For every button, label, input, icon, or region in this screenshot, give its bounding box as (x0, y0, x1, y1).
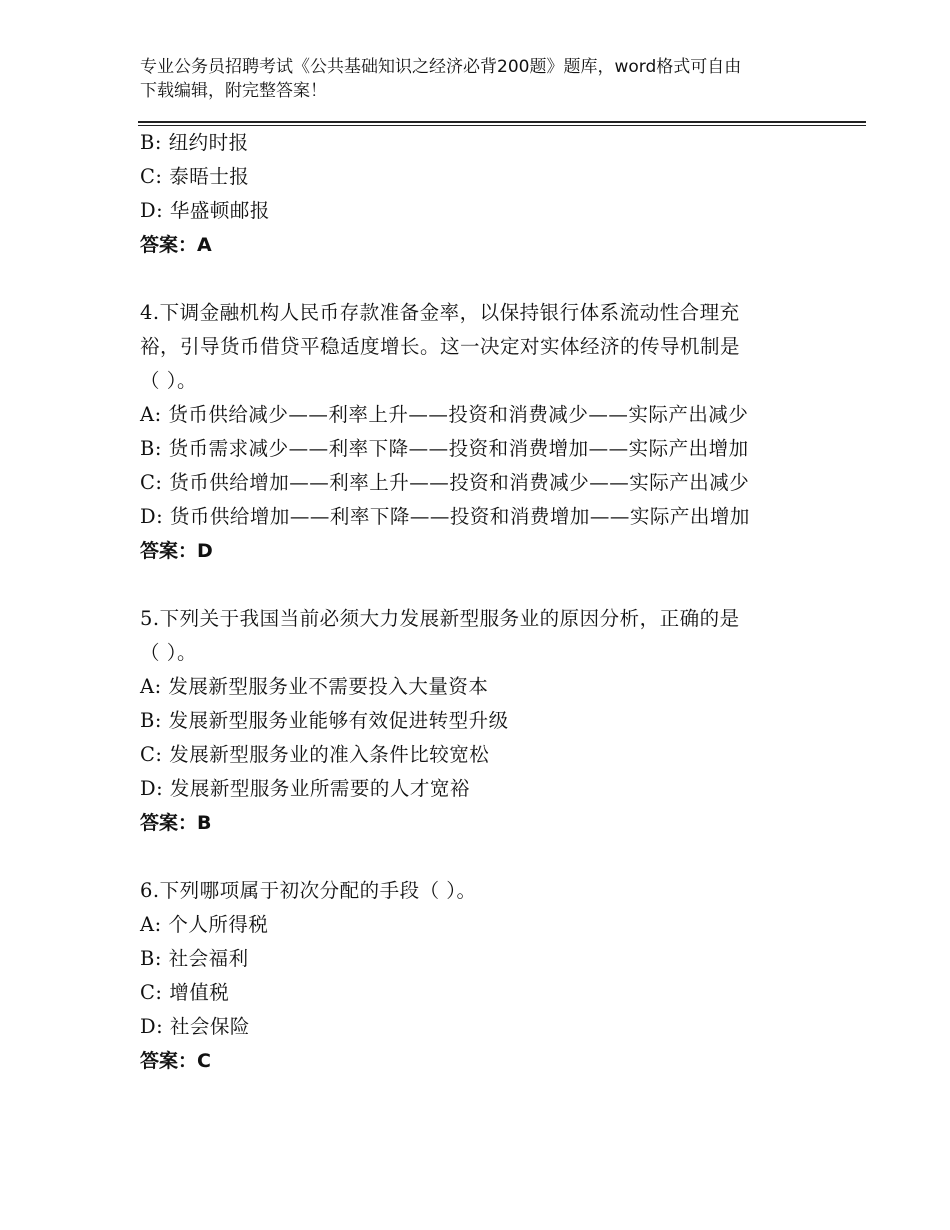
question-stem-line: 裕，引导货币借贷平稳适度增长。这一决定对实体经济的传导机制是 (140, 335, 741, 358)
header-line-2: 下载编辑，附完整答案！ (140, 81, 327, 101)
spacer (140, 262, 820, 296)
question-stem-line: 4.下调金融机构人民币存款准备金率，以保持银行体系流动性合理充 (140, 301, 740, 324)
question-3-tail (140, 126, 820, 262)
question-6 (140, 874, 820, 1078)
option-c: C: 发展新型服务业的准入条件比较宽松 (140, 743, 490, 766)
answer-label: 答案：A (140, 234, 212, 256)
option-a: A: 个人所得税 (140, 913, 269, 936)
option-d: D: 华盛顿邮报 (140, 199, 270, 222)
option-b: B: 货币需求减少——利率下降——投资和消费增加——实际产出增加 (140, 437, 749, 460)
answer-label: 答案：B (140, 812, 212, 834)
option-c: C: 货币供给增加——利率上升——投资和消费减少——实际产出减少 (140, 471, 750, 494)
answer-label: 答案：C (140, 1050, 211, 1072)
header-rule-thick (138, 121, 866, 123)
option-d: D: 社会保险 (140, 1015, 250, 1038)
answer-label: 答案：D (140, 540, 213, 562)
spacer (140, 568, 820, 602)
question-4 (140, 296, 820, 568)
question-stem-line: 5.下列关于我国当前必须大力发展新型服务业的原因分析，正确的是 (140, 607, 740, 630)
option-a: A: 货币供给减少——利率上升——投资和消费减少——实际产出减少 (140, 403, 749, 426)
question-stem-line: 6.下列哪项属于初次分配的手段（ ）。 (140, 879, 477, 902)
header-line-1: 专业公务员招聘考试《公共基础知识之经济必背200题》题库，word格式可自由 (140, 57, 742, 77)
option-a: A: 发展新型服务业不需要投入大量资本 (140, 675, 489, 698)
question-stem-line: （ ）。 (140, 369, 197, 392)
option-b: B: 发展新型服务业能够有效促进转型升级 (140, 709, 509, 732)
question-5 (140, 602, 820, 840)
option-c: C: 增值税 (140, 981, 230, 1004)
spacer (140, 840, 820, 874)
option-d: D: 发展新型服务业所需要的人才宽裕 (140, 777, 470, 800)
page-header (140, 55, 840, 103)
option-b: B: 纽约时报 (140, 131, 249, 154)
option-d: D: 货币供给增加——利率下降——投资和消费增加——实际产出增加 (140, 505, 750, 528)
option-c: C: 泰晤士报 (140, 165, 250, 188)
option-b: B: 社会福利 (140, 947, 249, 970)
question-stem-line: （ ）。 (140, 641, 197, 664)
document-body (140, 126, 820, 1078)
